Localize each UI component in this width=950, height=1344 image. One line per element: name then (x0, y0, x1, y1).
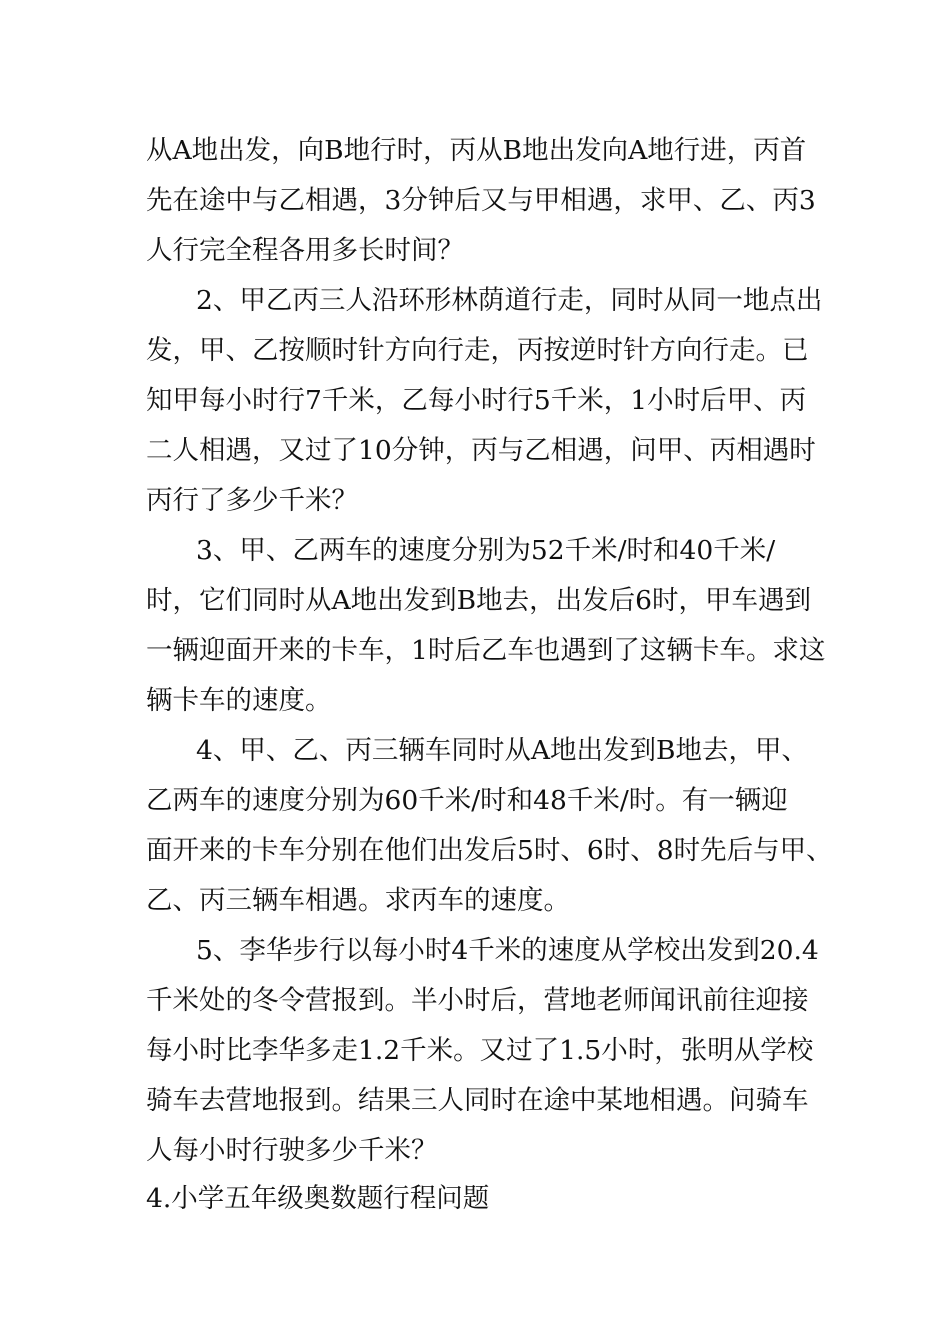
problem-3-line-1: 3、甲、乙两车的速度分别为52千米/时和40千米/ (196, 535, 776, 566)
problem-4-line-3: 面开来的卡车分别在他们出发后5时、6时、8时先后与甲、 (146, 835, 833, 866)
problem-3-line-3: 一辆迎面开来的卡车，1时后乙车也遇到了这辆卡车。求这 (146, 635, 826, 666)
problem-2-line-3: 知甲每小时行7千米，乙每小时行5千米，1小时后甲、丙 (146, 385, 807, 416)
problem-3-line-4: 辆卡车的速度。 (146, 685, 332, 716)
problem-4-line-2: 乙两车的速度分别为60千米/时和48千米/时。有一辆迎 (146, 785, 788, 816)
text-line-3: 人行完全程各用多长时间？ (146, 235, 464, 266)
problem-5-line-3: 每小时比李华多走1.2千米。又过了1.5小时，张明从学校 (146, 1035, 814, 1066)
problem-5-line-4: 骑车去营地报到。结果三人同时在途中某地相遇。问骑车 (146, 1085, 809, 1116)
problem-2-line-5: 丙行了多少千米？ (146, 485, 358, 516)
problem-5-line-2: 千米处的冬令营报到。半小时后，营地老师闻讯前往迎接 (146, 985, 809, 1016)
problem-5-line-5: 人每小时行驶多少千米？ (146, 1135, 438, 1166)
problem-3-line-2: 时，它们同时从A地出发到B地去，出发后6时，甲车遇到 (146, 585, 811, 616)
problem-5-line-1: 5、李华步行以每小时4千米的速度从学校出发到20.4 (196, 935, 819, 966)
problem-2-line-1: 2、甲乙丙三人沿环形林荫道行走，同时从同一地点出 (196, 285, 823, 316)
problem-4-line-1: 4、甲、乙、丙三辆车同时从A地出发到B地去，甲、 (196, 735, 808, 766)
problem-2-line-4: 二人相遇，又过了10分钟，丙与乙相遇，问甲、丙相遇时 (146, 435, 816, 466)
text-line-2: 先在途中与乙相遇，3分钟后又与甲相遇，求甲、乙、丙3 (146, 185, 816, 216)
problem-2-line-2: 发，甲、乙按顺时针方向行走，丙按逆时针方向行走。已 (146, 335, 809, 366)
problem-4-line-4: 乙、丙三辆车相遇。求丙车的速度。 (146, 885, 570, 916)
text-line-1: 从A地出发，向B地行时，丙从B地出发向A地行进，丙首 (146, 135, 807, 166)
section-heading: 4.小学五年级奥数题行程问题 (146, 1183, 490, 1214)
